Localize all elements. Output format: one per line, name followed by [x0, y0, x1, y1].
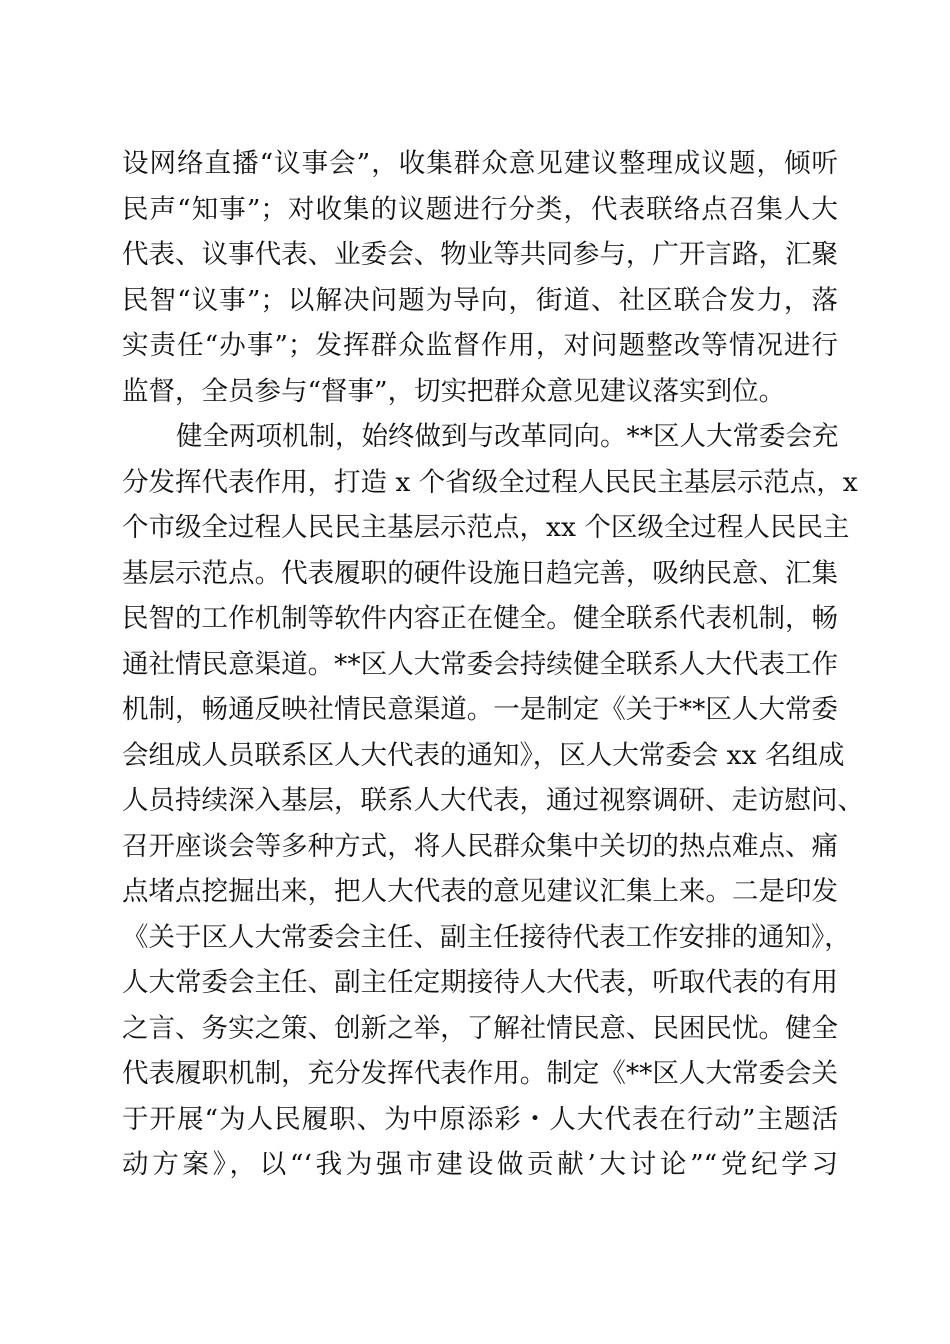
text-line: 个市级全过程人民民主基层示范点，xx 个区级全过程人民民主 [122, 512, 850, 543]
text-line: 之言、务实之策、创新之举，了解社情民意、民困民忧。健全 [122, 1012, 838, 1044]
document-body [122, 141, 864, 1188]
text-line: 监督，全员参与“督事”，切实把群众意见建议落实到位。 [122, 375, 786, 407]
text-line: 民智“议事”；以解决问题为导向，街道、社区联合发力，落 [122, 284, 838, 316]
text-line: 民声“知事”；对收集的议题进行分类，代表联络点召集人大 [122, 193, 838, 225]
text-line: 人员持续深入基层，联系人大代表，通过视察调研、走访慰问、 [122, 785, 864, 816]
text-line: 召开座谈会等多种方式，将人民群众集中关切的热点难点、痛 [122, 830, 838, 862]
text-line: 机制，畅通反映社情民意渠道。一是制定《关于**区人大常委 [122, 694, 838, 725]
text-line: 基层示范点。代表履职的硬件设施日趋完善，吸纳民意、汇集 [122, 557, 838, 589]
text-line: 于开展“为人民履职、为中原添彩・人大代表在行动”主题活 [122, 1103, 838, 1135]
text-line: 《关于区人大常委会主任、副主任接待代表工作安排的通知》， [122, 921, 851, 953]
text-line: 分发挥代表作用，打造 x 个省级全过程人民民主基层示范点，x [122, 466, 858, 498]
text-line: 人大常委会主任、副主任定期接待人大代表，听取代表的有用 [122, 967, 838, 998]
text-line: 设网络直播“议事会”，收集群众意见建议整理成议题，倾听 [122, 148, 838, 179]
text-line: 实责任“办事”；发挥群众监督作用，对问题整改等情况进行 [122, 330, 838, 361]
text-line: 代表、议事代表、业委会、物业等共同参与，广开言路，汇聚 [122, 239, 838, 270]
text-line: 代表履职机制，充分发挥代表作用。制定《**区人大常委会关 [122, 1058, 838, 1089]
text-line: 通社情民意渠道。**区人大常委会持续健全联系人大代表工作 [122, 648, 838, 680]
text-line: 会组成人员联系区人大代表的通知》，区人大常委会 xx 名组成 [122, 739, 845, 771]
text-line: 点堵点挖掘出来，把人大代表的意见建议汇集上来。二是印发 [122, 876, 838, 907]
paragraph-first-line: 健全两项机制，始终做到与改革同向。**区人大常委会充 [176, 421, 839, 452]
text-line: 动方案》，以“‘我为强市建设做贡献’大讨论”“党纪学习 [122, 1149, 838, 1180]
text-line: 民智的工作机制等软件内容正在健全。健全联系代表机制，畅 [122, 603, 838, 634]
